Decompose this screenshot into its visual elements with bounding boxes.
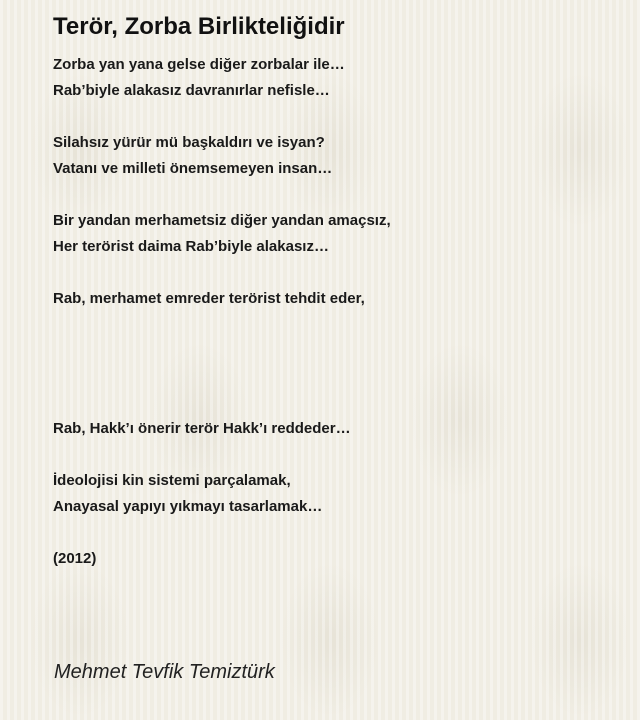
poem-line: Rab, Hakk’ı önerir terör Hakk’ı reddeder… — [53, 420, 351, 437]
poem-line: Vatanı ve milleti önemsemeyen insan… — [53, 160, 333, 177]
stanza-break — [53, 338, 613, 364]
stanza-break — [53, 104, 613, 130]
stanza-break — [53, 520, 613, 546]
poem-author: Mehmet Tevfik Temiztürk — [54, 661, 275, 683]
poem-line: İdeolojisi kin sistemi parçalamak, — [53, 472, 291, 489]
stanza-break — [53, 260, 613, 286]
poem-line: Rab, merhamet emreder terörist tehdit eder, — [53, 290, 365, 307]
poem-title: Terör, Zorba Birlikteliğidir — [53, 13, 345, 40]
stanza-break — [53, 364, 613, 390]
poem-line: Zorba yan yana gelse diğer zorbalar ile… — [53, 56, 345, 73]
stanza-break — [53, 312, 613, 338]
poem-line: Anayasal yapıyı yıkmayı tasarlamak… — [53, 498, 323, 515]
poem-line: Bir yandan merhametsiz diğer yandan amaçsız, — [53, 212, 391, 229]
poem-line: Her terörist daima Rab’biyle alakasız… — [53, 238, 329, 255]
poem-line: Silahsız yürür mü başkaldırı ve isyan? — [53, 134, 325, 151]
poem-year: (2012) — [53, 550, 97, 567]
stanza-break — [53, 442, 613, 468]
stanza-break — [53, 390, 613, 416]
poem-body — [53, 52, 613, 572]
poem-line: Rab’biyle alakasız davranırlar nefisle… — [53, 82, 330, 99]
stanza-break — [53, 182, 613, 208]
